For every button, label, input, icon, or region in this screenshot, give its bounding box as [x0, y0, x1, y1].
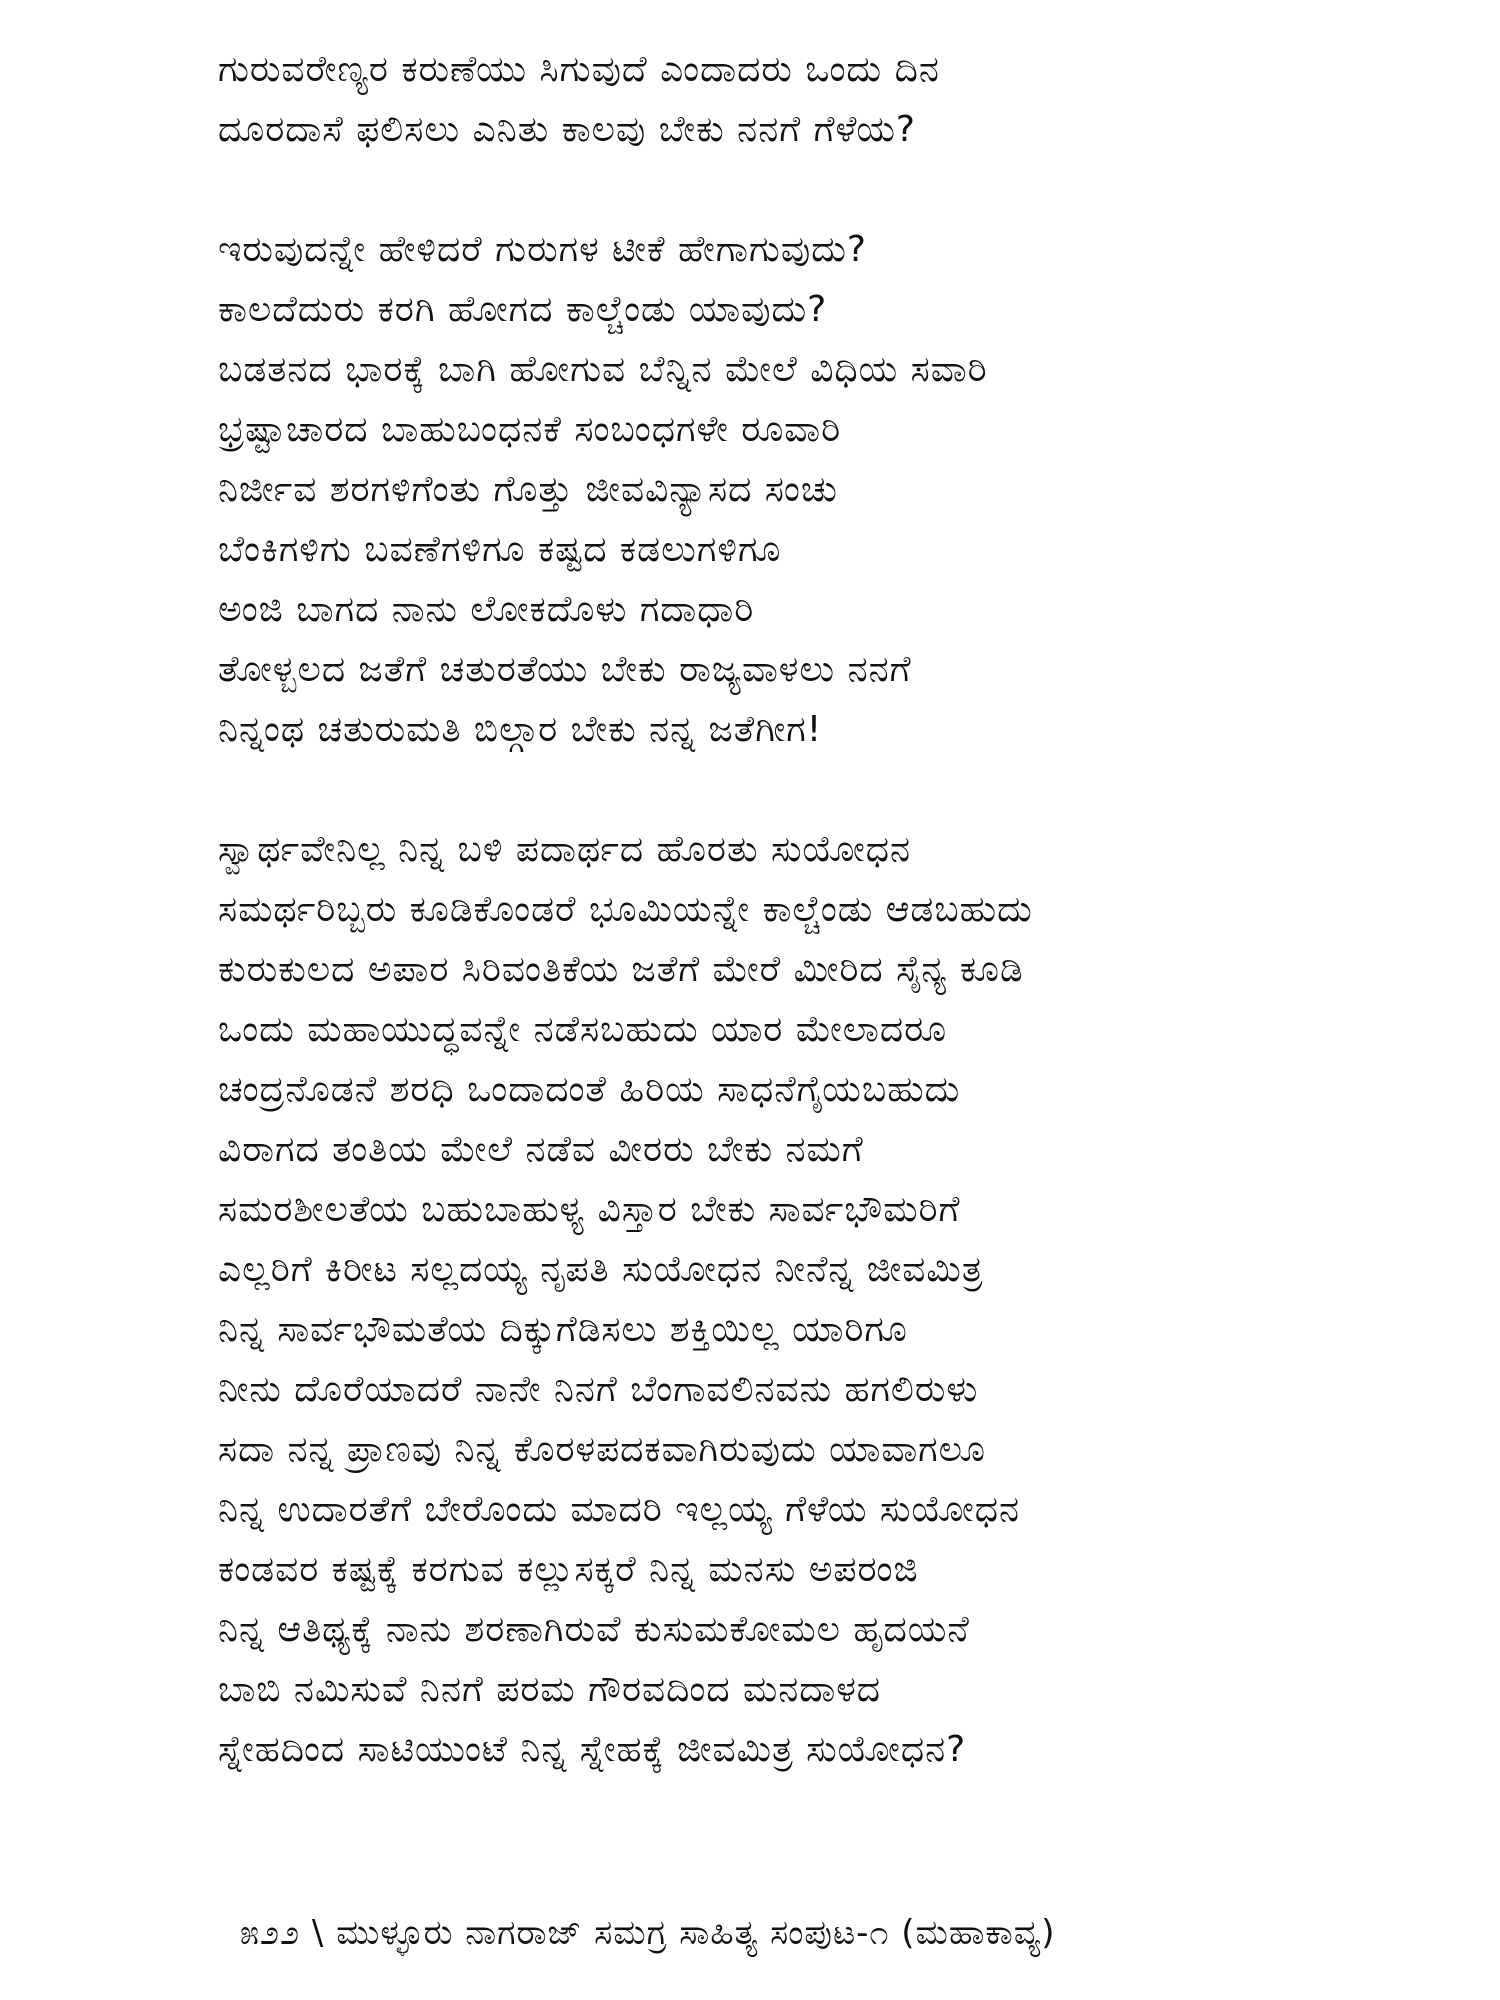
- poem-line: ಕಂಡವರ ಕಷ್ಟಕ್ಕೆ ಕರಗುವ ಕಲ್ಲುಸಕ್ಕರೆ ನಿನ್ನ ಮನಸು ಅಪರಂಜಿ: [218, 1549, 919, 1590]
- poem-line: ಭ್ರಷ್ಟಾಚಾರದ ಬಾಹುಬಂಧನಕೆ ಸಂಬಂಧಗಳೇ ರೂವಾರಿ: [218, 409, 842, 450]
- poem-line: ಬೆಂಕಿಗಳಿಗು ಬವಣೆಗಳಿಗೂ ಕಷ್ಟದ ಕಡಲುಗಳಿಗೂ: [218, 529, 782, 570]
- poem-line: ನಿನ್ನ ಆತಿಥ್ಯಕ್ಕೆ ನಾನು ಶರಣಾಗಿರುವೆ ಕುಸುಮಕೋಮಲ ಹೃದಯನೆ: [218, 1609, 970, 1650]
- poem-line: ನಿನ್ನಂಥ ಚತುರುಮತಿ ಬಿಲ್ಗಾರ ಬೇಕು ನನ್ನ ಜತೆಗೀಗ!: [218, 709, 823, 750]
- poem-line: ಬಡತನದ ಭಾರಕ್ಕೆ ಬಾಗಿ ಹೋಗುವ ಬೆನ್ನಿನ ಮೇಲೆ ವಿಧಿಯ ಸವಾರಿ: [218, 349, 988, 390]
- poem-line: ಸಮರ್ಥರಿಬ್ಬರು ಕೂಡಿಕೊಂಡರೆ ಭೂಮಿಯನ್ನೇ ಕಾಲ್ಚೆಂಡು ಆಡಬಹುದು: [218, 889, 1033, 930]
- poem-line: ನಿರ್ಜೀವ ಶರಗಳಿಗೆಂತು ಗೊತ್ತು ಜೀವವಿನ್ಯಾಸದ ಸಂಚು: [218, 469, 838, 510]
- poem-line: ನಿನ್ನ ಸಾರ್ವಭೌಮತೆಯ ದಿಕ್ಕುಗೆಡಿಸಲು ಶಕ್ತಿಯಿಲ್ಲ ಯಾರಿಗೂ: [218, 1309, 908, 1350]
- poem-line: ಸದಾ ನನ್ನ ಪ್ರಾಣವು ನಿನ್ನ ಕೊರಳಪದಕವಾಗಿರುವುದು ಯಾವಾಗಲೂ: [218, 1429, 986, 1470]
- poem-line: ಗುರುವರೇಣ್ಯರ ಕರುಣೆಯು ಸಿಗುವುದೆ ಎಂದಾದರು ಒಂದು ದಿನ: [218, 49, 940, 90]
- poem-line: ತೋಳ್ಬಲದ ಜತೆಗೆ ಚತುರತೆಯು ಬೇಕು ರಾಜ್ಯವಾಳಲು ನನಗೆ: [218, 649, 912, 690]
- poem-line: ಸಮರಶೀಲತೆಯ ಬಹುಬಾಹುಳ್ಯ ವಿಸ್ತಾರ ಬೇಕು ಸಾರ್ವಭೌಮರಿಗೆ: [218, 1189, 961, 1230]
- poem-line: ಸ್ವಾರ್ಥವೇನಿಲ್ಲ ನಿನ್ನ ಬಳಿ ಪದಾರ್ಥದ ಹೊರತು ಸುಯೋಧನ: [218, 829, 912, 870]
- poem-line: ಇರುವುದನ್ನೇ ಹೇಳಿದರೆ ಗುರುಗಳ ಟೀಕೆ ಹೇಗಾಗುವುದು?: [218, 229, 868, 270]
- poem-line: ಒಂದು ಮಹಾಯುದ್ಧವನ್ನೇ ನಡೆಸಬಹುದು ಯಾರ ಮೇಲಾದರೂ: [218, 1009, 948, 1050]
- poem-line: ದೂರದಾಸೆ ಫಲಿಸಲು ಎನಿತು ಕಾಲವು ಬೇಕು ನನಗೆ ಗೆಳೆಯ?: [218, 109, 916, 150]
- stanza-1: [218, 40, 1458, 160]
- poem-line: ಕುರುಕುಲದ ಅಪಾರ ಸಿರಿವಂತಿಕೆಯ ಜತೆಗೆ ಮೇರೆ ಮೀರಿದ ಸೈನ್ಯ ಕೂಡಿ: [218, 949, 1024, 990]
- poem-line: ನೀನು ದೊರೆಯಾದರೆ ನಾನೇ ನಿನಗೆ ಬೆಂಗಾವಲಿನವನು ಹಗಲಿರುಳು: [218, 1369, 979, 1410]
- stanza-2: [218, 220, 1458, 760]
- poem-line: ಸ್ನೇಹದಿಂದ ಸಾಟಿಯುಂಟೆ ನಿನ್ನ ಸ್ನೇಹಕ್ಕೆ ಜೀವಮಿತ್ರ ಸುಯೋಧನ?: [218, 1729, 967, 1770]
- page-footer: ೫೨೨ \ ಮುಳ್ಳೂರು ನಾಗರಾಜ್ ಸಮಗ್ರ ಸಾಹಿತ್ಯ ಸಂಪುಟ-೧ (ಮಹಾಕಾವ್ಯ): [240, 1913, 1056, 1953]
- poem-line: ಕಾಲದೆದುರು ಕರಗಿ ಹೋಗದ ಕಾಲ್ಚೆಂಡು ಯಾವುದು?: [218, 289, 828, 330]
- stanza-3: [218, 820, 1458, 1780]
- poem-body: [218, 40, 1458, 1780]
- poem-line: ಚಂದ್ರನೊಡನೆ ಶರಧಿ ಒಂದಾದಂತೆ ಹಿರಿಯ ಸಾಧನೆಗೈಯಬಹುದು: [218, 1069, 961, 1110]
- poem-line: ವಿರಾಗದ ತಂತಿಯ ಮೇಲೆ ನಡೆವ ವೀರರು ಬೇಕು ನಮಗೆ: [218, 1129, 864, 1170]
- poem-line: ಬಾಬಿ ನಮಿಸುವೆ ನಿನಗೆ ಪರಮ ಗೌರವದಿಂದ ಮನದಾಳದ: [218, 1669, 882, 1710]
- poem-line: ಅಂಜಿ ಬಾಗದ ನಾನು ಲೋಕದೊಳು ಗದಾಧಾರಿ: [218, 589, 755, 630]
- poem-line: ನಿನ್ನ ಉದಾರತೆಗೆ ಬೇರೊಂದು ಮಾದರಿ ಇಲ್ಲಯ್ಯ ಗೆಳೆಯ ಸುಯೋಧನ: [218, 1489, 1020, 1530]
- poem-line: ಎಲ್ಲರಿಗೆ ಕಿರೀಟ ಸಲ್ಲದಯ್ಯ ನೃಪತಿ ಸುಯೋಧನ ನೀನೆನ್ನ ಜೀವಮಿತ್ರ: [218, 1249, 984, 1290]
